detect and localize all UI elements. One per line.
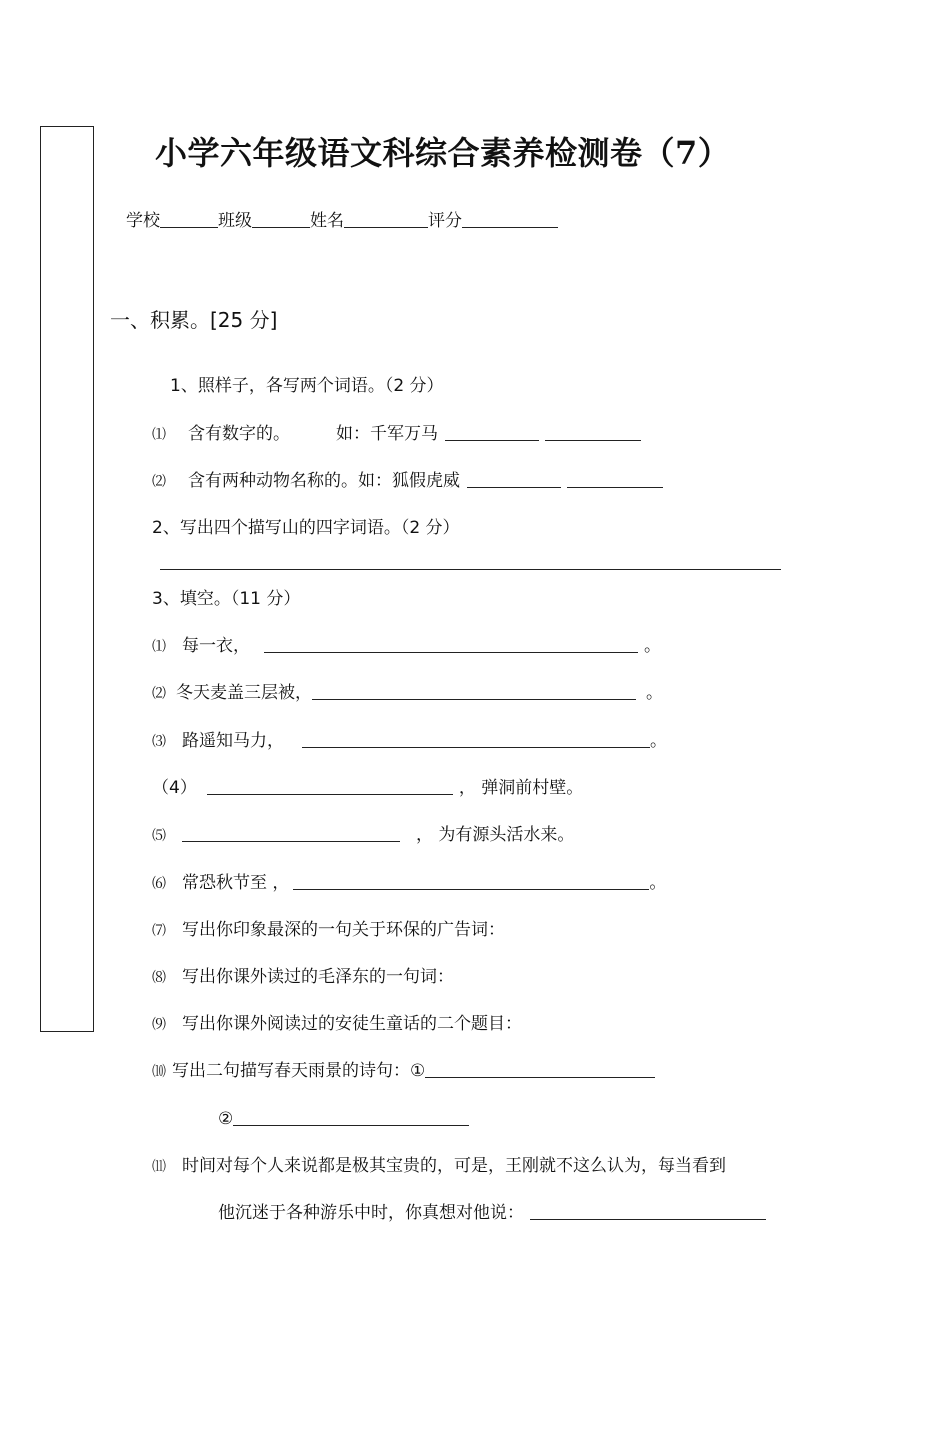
item-text: 含有数字的。 (188, 424, 290, 444)
answer-blank[interactable] (293, 873, 649, 890)
item-text: 他沉迷于各种游乐中时，你真想对他说： (218, 1203, 524, 1223)
item-text: 路遥知马力， (182, 731, 284, 751)
item-number: ⑻ (152, 970, 166, 986)
item-number: ⑽ (152, 1064, 166, 1080)
answer-blank[interactable] (182, 825, 400, 842)
item-tail: 。 (649, 873, 667, 893)
answer-blank[interactable] (312, 683, 636, 700)
q3-item-10-line-2 (218, 1108, 469, 1130)
q3-item-5 (152, 824, 574, 847)
answer-blank[interactable] (545, 424, 641, 441)
answer-blank[interactable] (264, 636, 638, 653)
q3-item-7 (152, 919, 505, 942)
section-heading: 一、积累。[25 分] (110, 308, 278, 332)
q3-item-1 (152, 635, 661, 658)
item-text: 每一衣， (182, 636, 250, 656)
answer-blank[interactable] (445, 424, 539, 441)
item-text: 冬天麦盖三层被， (176, 683, 312, 703)
name-blank[interactable] (344, 211, 428, 228)
answer-blank[interactable] (233, 1109, 469, 1126)
item-text: 写出你课外阅读过的安徒生童话的二个题目： (182, 1014, 522, 1034)
item-number: ⑴ (152, 427, 166, 443)
item-text: 写出二句描写春天雨景的诗句： (172, 1061, 410, 1081)
q1-item-2 (152, 470, 663, 493)
q2-prompt: 2、写出四个描写山的四字词语。（2 分） (152, 518, 460, 538)
item-number: ⑴ (152, 639, 166, 655)
q3-item-8 (152, 966, 454, 989)
item-number: ⑹ (152, 876, 166, 892)
q3-item-4 (152, 777, 583, 799)
class-label: 班级 (218, 211, 252, 231)
item-number: ⑸ (152, 828, 166, 844)
q3-item-11-line-2 (218, 1202, 766, 1224)
circle-number-2: ② (218, 1109, 234, 1129)
item-number: ⑺ (152, 923, 166, 939)
page-title: 小学六年级语文科综合素养检测卷（7） (155, 134, 731, 172)
q3-item-10 (152, 1060, 655, 1083)
q3-prompt: 3、填空。（11 分） (152, 589, 301, 609)
circle-number-1: ① (410, 1061, 426, 1081)
item-example: 如：千军万马 (336, 424, 438, 444)
item-number: ⑼ (152, 1017, 166, 1033)
answer-blank[interactable] (302, 731, 650, 748)
item-tail: 。 (646, 683, 663, 703)
item-text: 写出你课外读过的毛泽东的一句词： (182, 967, 454, 987)
answer-blank[interactable] (425, 1061, 655, 1078)
q1-prompt: 1、照样子，各写两个词语。（2 分） (170, 376, 444, 396)
header-fields (126, 210, 558, 232)
answer-blank[interactable] (530, 1203, 766, 1220)
item-text: 写出你印象最深的一句关于环保的广告词： (182, 920, 505, 940)
q3-item-6 (152, 872, 666, 895)
item-number: （4） (152, 778, 197, 798)
q2-answer-line[interactable] (160, 569, 781, 570)
school-blank[interactable] (160, 211, 218, 228)
score-blank[interactable] (462, 211, 558, 228)
name-label: 姓名 (310, 211, 344, 231)
q1-item-1 (152, 423, 641, 446)
q3-item-9 (152, 1013, 522, 1036)
answer-blank[interactable] (567, 471, 663, 488)
class-blank[interactable] (252, 211, 310, 228)
score-label: 评分 (428, 211, 462, 231)
answer-blank[interactable] (207, 778, 453, 795)
item-tail: 。 (644, 636, 661, 656)
item-tail: ， 为有源头活水来。 (416, 825, 575, 845)
answer-blank[interactable] (467, 471, 561, 488)
item-tail: ， 弹洞前村壁。 (458, 778, 584, 798)
school-label: 学校 (126, 211, 160, 231)
binding-margin-box (40, 126, 94, 1032)
item-tail: 。 (650, 731, 667, 751)
item-number: ⑶ (152, 734, 166, 750)
q3-item-11 (152, 1155, 726, 1178)
q3-item-2 (152, 682, 663, 705)
item-text: 含有两种动物名称的。如：狐假虎威 (188, 471, 460, 491)
item-number: ⑵ (152, 686, 166, 702)
q3-item-3 (152, 730, 667, 753)
item-text: 常恐秋节至 ， (182, 873, 290, 893)
item-text: 时间对每个人来说都是极其宝贵的，可是，王刚就不这么认为，每当看到 (182, 1156, 726, 1176)
item-number: ⑾ (152, 1159, 166, 1175)
item-number: ⑵ (152, 474, 166, 490)
